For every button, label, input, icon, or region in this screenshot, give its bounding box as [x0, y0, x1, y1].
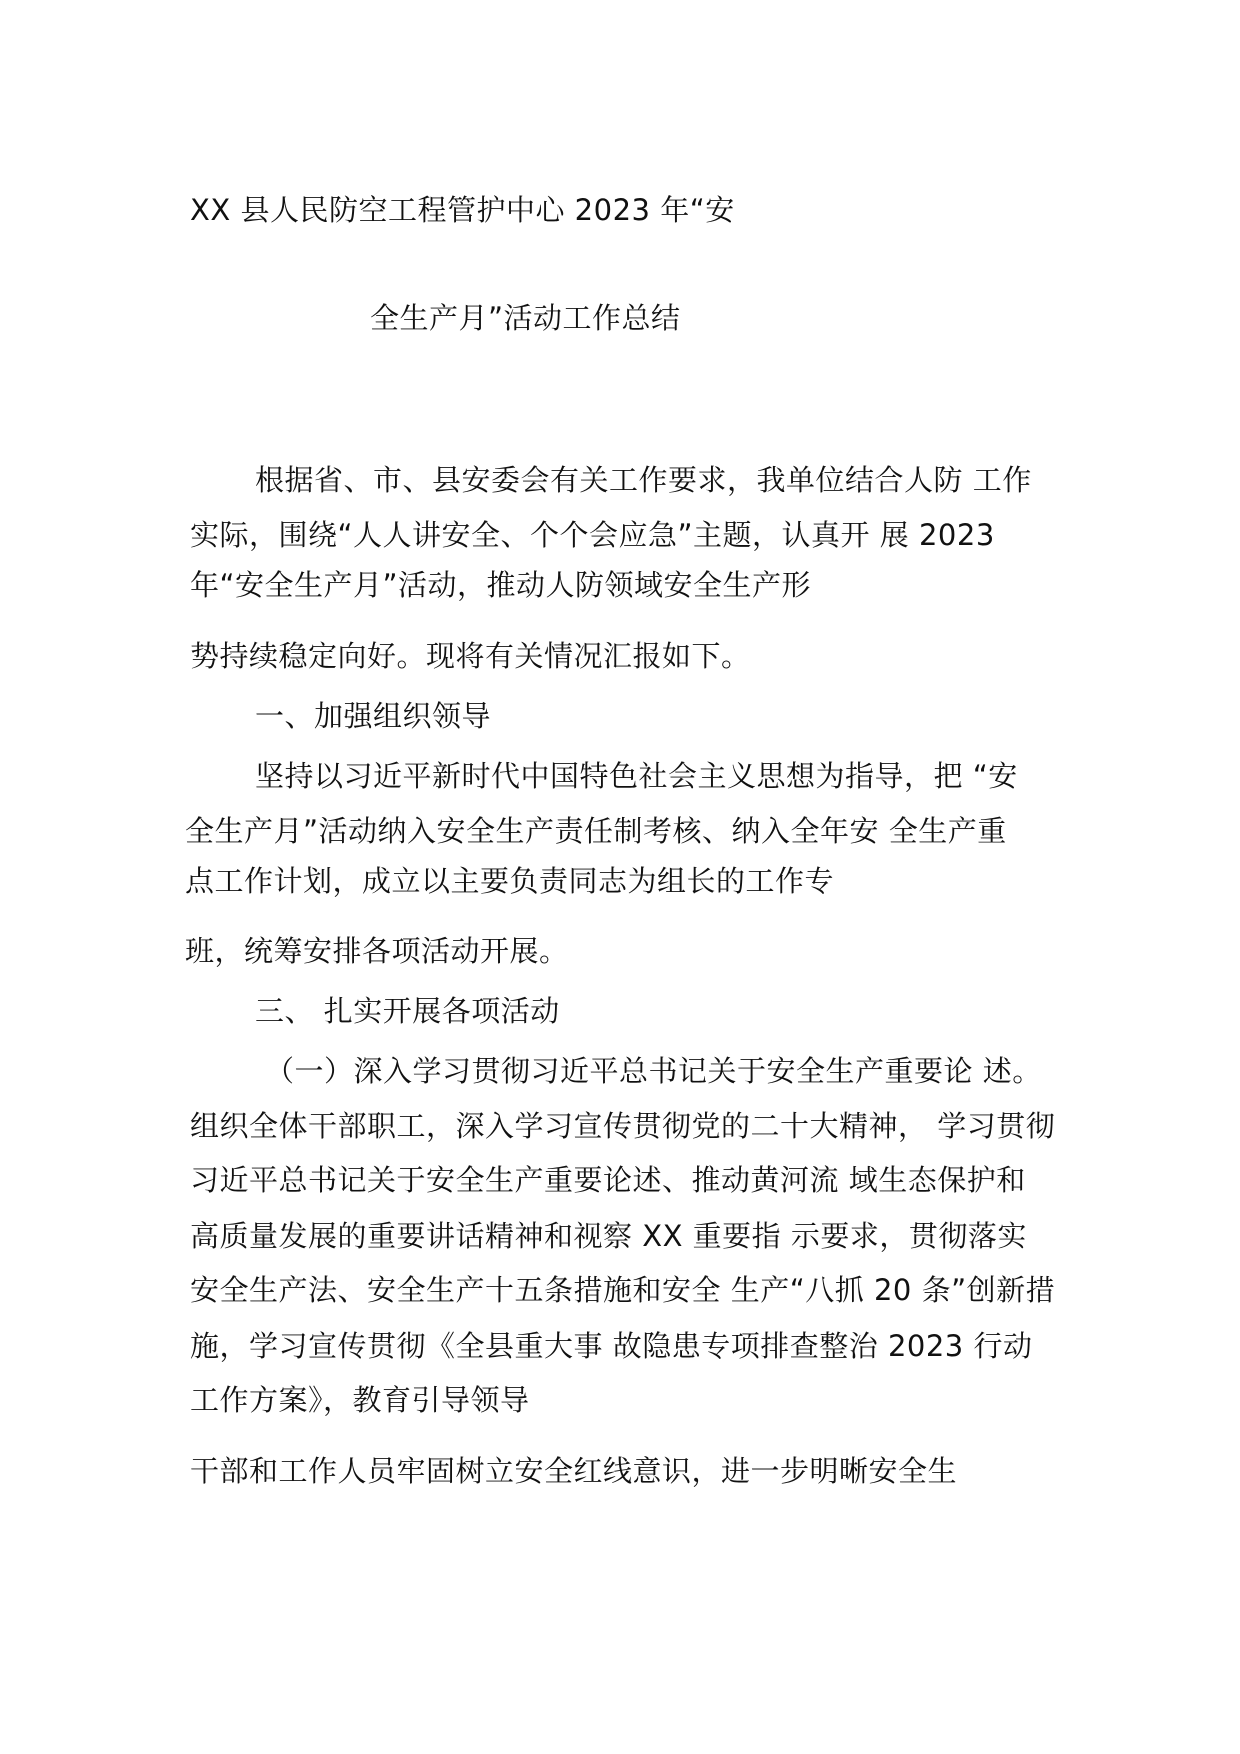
paragraph-2-line-1: 坚持以习近平新时代中国特色社会主义思想为指导，把 “安 [255, 759, 1018, 793]
document-title-line-1: XX 县人民防空工程管护中心 2023 年“安 [190, 193, 735, 227]
paragraph-3-line-3: 习近平总书记关于安全生产重要论述、推动黄河流 域生态保护和 [190, 1163, 1026, 1197]
section-heading-3: 三、 扎实开展各项活动 [255, 994, 560, 1028]
document-title-line-2: 全生产月”活动工作总结 [370, 301, 681, 335]
section-heading-1: 一、加强组织领导 [255, 699, 492, 733]
paragraph-1-line-2: 实际，围绕“人人讲安全、个个会应急”主题，认真开 展 2023 [190, 518, 995, 552]
paragraph-2-line-3: 点工作计划，成立以主要负责同志为组长的工作专 [185, 864, 835, 898]
paragraph-2-line-2: 全生产月”活动纳入安全生产责任制考核、纳入全年安 全生产重 [185, 814, 1007, 848]
paragraph-3-line-2: 组织全体干部职工，深入学习宣传贯彻党的二十大精神， 学习贯彻 [190, 1109, 1056, 1143]
paragraph-3-line-5: 安全生产法、安全生产十五条措施和安全 生产“八抓 20 条”创新措 [190, 1273, 1056, 1307]
paragraph-2-line-4: 班，统筹安排各项活动开展。 [185, 934, 569, 968]
paragraph-1-line-3: 年“安全生产月”活动，推动人防领域安全生产形 [190, 568, 812, 602]
paragraph-3-line-1: （一）深入学习贯彻习近平总书记关于安全生产重要论 述。 [265, 1054, 1042, 1088]
paragraph-1-line-4: 势持续稳定向好。现将有关情况汇报如下。 [190, 639, 751, 673]
paragraph-3-line-8: 干部和工作人员牢固树立安全红线意识，进一步明晰安全生 [190, 1454, 958, 1488]
paragraph-3-line-6: 施，学习宣传贯彻《全县重大事 故隐患专项排查整治 2023 行动 [190, 1329, 1033, 1363]
paragraph-3-line-7: 工作方案》，教育引导领导 [190, 1383, 530, 1417]
paragraph-1-line-1: 根据省、市、县安委会有关工作要求，我单位结合人防 工作 [255, 463, 1032, 497]
paragraph-3-line-4: 高质量发展的重要讲话精神和视察 XX 重要指 示要求，贯彻落实 [190, 1219, 1027, 1253]
